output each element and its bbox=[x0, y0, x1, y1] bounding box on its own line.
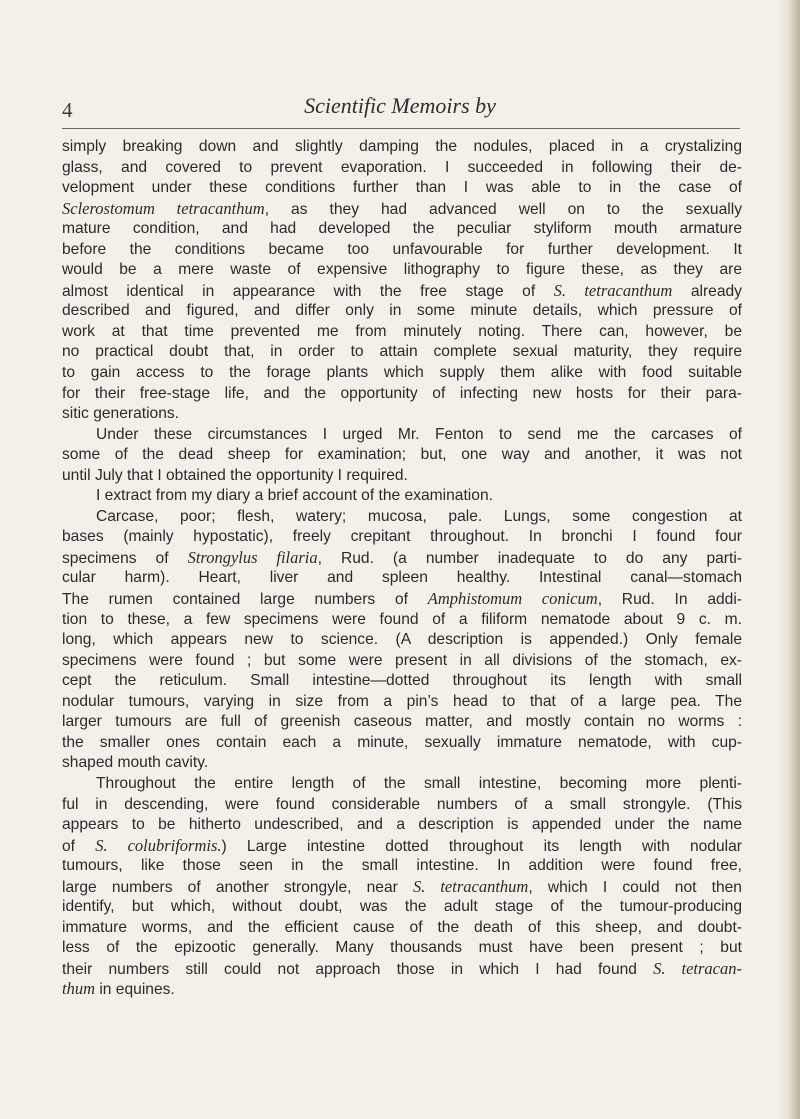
text-segment: cept the reticulum. Small intestine—dotted throughout its length with small bbox=[62, 672, 742, 690]
text-line bbox=[62, 959, 742, 980]
text-segment: identify, but which, without doubt, was the adult stage of the tumour-producing bbox=[62, 898, 742, 916]
text-segment: velopment under these conditions further than I was able to in the case of bbox=[62, 179, 742, 197]
text-line bbox=[62, 384, 742, 405]
text-segment: glass, and covered to prevent evaporation. I succeeded in following their de- bbox=[62, 158, 742, 176]
text-segment: Under these circumstances I urged Mr. Fenton to send me the carcases of bbox=[96, 425, 742, 443]
text-segment: some of the dead sheep for examination; but, one way and another, it was not bbox=[62, 446, 742, 464]
text-line bbox=[62, 301, 742, 322]
text-line bbox=[62, 774, 742, 795]
text-segment: tion to these, a few specimens were found of a filiform nematode about 9 c. m. bbox=[62, 610, 742, 628]
text-line bbox=[62, 404, 742, 425]
italic-taxon-name: S. colubriformis. bbox=[95, 835, 222, 855]
text-segment: nodular tumours, varying in size from a pin’s head to that of a large pea. The bbox=[62, 692, 742, 710]
italic-taxon-name: thum bbox=[62, 979, 95, 999]
text-line bbox=[62, 240, 742, 261]
text-line bbox=[62, 568, 742, 589]
text-line bbox=[62, 281, 742, 302]
text-segment: long, which appears new to science. (A description is appended.) Only female bbox=[62, 631, 742, 649]
text-segment: , which I could not then bbox=[528, 878, 742, 896]
text-line bbox=[62, 507, 742, 528]
text-segment: before the conditions became too unfavourable for further development. It bbox=[62, 240, 742, 258]
italic-taxon-name: Sclerostomum tetracanthum bbox=[62, 198, 265, 218]
text-line bbox=[62, 425, 742, 446]
text-segment: shaped mouth cavity. bbox=[62, 754, 209, 772]
italic-taxon-name: S. tetracanthum bbox=[413, 876, 529, 896]
text-line bbox=[62, 671, 742, 692]
text-segment: would be a mere waste of expensive lithography to figure these, as they are bbox=[62, 261, 742, 279]
text-segment: appears to be hitherto undescribed, and a description is appended under the name bbox=[62, 816, 742, 834]
text-segment: mature condition, and had developed the peculiar styliform mouth armature bbox=[62, 220, 742, 238]
page-edge-shadow bbox=[778, 0, 800, 1119]
text-segment: , Rud. (a number inadequate to do any parti- bbox=[317, 549, 742, 567]
text-line bbox=[62, 897, 742, 918]
text-line bbox=[62, 651, 742, 672]
text-line bbox=[62, 610, 742, 631]
text-segment: simply breaking down and slightly damping the nodules, placed in a crystalizing bbox=[62, 138, 742, 155]
text-line bbox=[62, 363, 742, 384]
text-line bbox=[62, 712, 742, 733]
text-segment: to gain access to the forage plants which supply them alike with food suitable bbox=[62, 364, 742, 382]
text-segment: , Rud. In addi- bbox=[597, 591, 742, 609]
text-line bbox=[62, 342, 742, 363]
text-segment: cular harm). Heart, liver and spleen healthy. Intestinal canal—stomach bbox=[62, 569, 742, 587]
text-segment: larger tumours are full of greenish caseous matter, and mostly contain no worms : bbox=[62, 713, 742, 731]
italic-taxon-name: S. tetracanthum bbox=[553, 280, 673, 300]
italic-taxon-name: Strongylus filaria bbox=[187, 547, 318, 567]
text-line bbox=[62, 692, 742, 713]
text-segment: almost identical in appearance with the free stage of bbox=[62, 282, 554, 300]
text-line bbox=[62, 856, 742, 877]
text-segment: I extract from my diary a brief account of the examination. bbox=[96, 487, 493, 505]
text-segment: for their free-stage life, and the opportunity of infecting new hosts for their para- bbox=[62, 384, 742, 402]
text-segment: in equines. bbox=[95, 981, 175, 999]
text-line bbox=[62, 918, 742, 939]
text-segment: work at that time prevented me from minutely noting. There can, however, be bbox=[62, 322, 742, 340]
text-line bbox=[62, 219, 742, 240]
text-segment: less of the epizootic generally. Many thousands must have been present ; but bbox=[62, 939, 742, 957]
text-line bbox=[62, 466, 742, 487]
text-segment: of bbox=[62, 837, 96, 855]
text-segment: large numbers of another strongyle, near bbox=[62, 878, 414, 896]
text-line bbox=[62, 589, 742, 610]
page-number: 4 bbox=[62, 98, 73, 122]
text-segment: until July that I obtained the opportunity I required. bbox=[62, 466, 408, 484]
text-segment: , as they had advanced well on to the sexually bbox=[264, 200, 742, 218]
header-rule bbox=[62, 128, 740, 129]
text-segment: their numbers still could not approach those in which I had found bbox=[62, 960, 654, 978]
text-segment: bases (mainly hypostatic), freely crepitant throughout. In bronchi I found four bbox=[62, 528, 742, 546]
text-line bbox=[62, 836, 742, 857]
text-line bbox=[62, 199, 742, 220]
text-line bbox=[62, 260, 742, 281]
text-line bbox=[62, 548, 742, 569]
text-segment: the smaller ones contain each a minute, sexually immature nematode, with cup- bbox=[62, 733, 742, 751]
text-line bbox=[62, 795, 742, 816]
text-line bbox=[62, 979, 742, 1000]
text-segment: Carcase, poor; flesh, watery; mucosa, pale. Lungs, some congestion at bbox=[96, 507, 742, 525]
text-line bbox=[62, 158, 742, 179]
text-line bbox=[62, 137, 742, 158]
text-line bbox=[62, 877, 742, 898]
text-line bbox=[62, 445, 742, 466]
text-segment: ful in descending, were found considerable numbers of a small strongyle. (This bbox=[62, 795, 742, 813]
text-segment: ) Large intestine dotted throughout its length with nodular bbox=[221, 837, 742, 855]
text-segment: already bbox=[672, 282, 742, 300]
text-segment: tumours, like those seen in the small intestine. In addition were found free, bbox=[62, 857, 742, 875]
italic-taxon-name: S. tetracan- bbox=[653, 958, 742, 978]
text-line bbox=[62, 178, 742, 199]
text-line bbox=[62, 753, 742, 774]
body-text bbox=[62, 137, 742, 1000]
text-segment: specimens of bbox=[62, 549, 188, 567]
text-segment: immature worms, and the efficient cause of the death of this sheep, and doubt- bbox=[62, 918, 742, 936]
italic-taxon-name: Amphistomum conicum bbox=[427, 589, 598, 609]
text-line bbox=[62, 486, 742, 507]
text-line bbox=[62, 938, 742, 959]
text-line bbox=[62, 733, 742, 754]
text-segment: sitic generations. bbox=[62, 405, 180, 423]
text-line bbox=[62, 322, 742, 343]
text-segment: described and figured, and differ only in some minute details, which pressure of bbox=[62, 302, 742, 320]
text-line bbox=[62, 630, 742, 651]
running-head: Scientific Memoirs by bbox=[304, 93, 496, 118]
text-segment: The rumen contained large numbers of bbox=[62, 591, 428, 609]
text-segment: no practical doubt that, in order to attain complete sexual maturity, they require bbox=[62, 343, 742, 361]
text-segment: specimens were found ; but some were present in all divisions of the stomach, ex- bbox=[62, 651, 742, 669]
text-line bbox=[62, 815, 742, 836]
text-line bbox=[62, 527, 742, 548]
text-segment: Throughout the entire length of the small intestine, becoming more plenti- bbox=[96, 774, 742, 792]
